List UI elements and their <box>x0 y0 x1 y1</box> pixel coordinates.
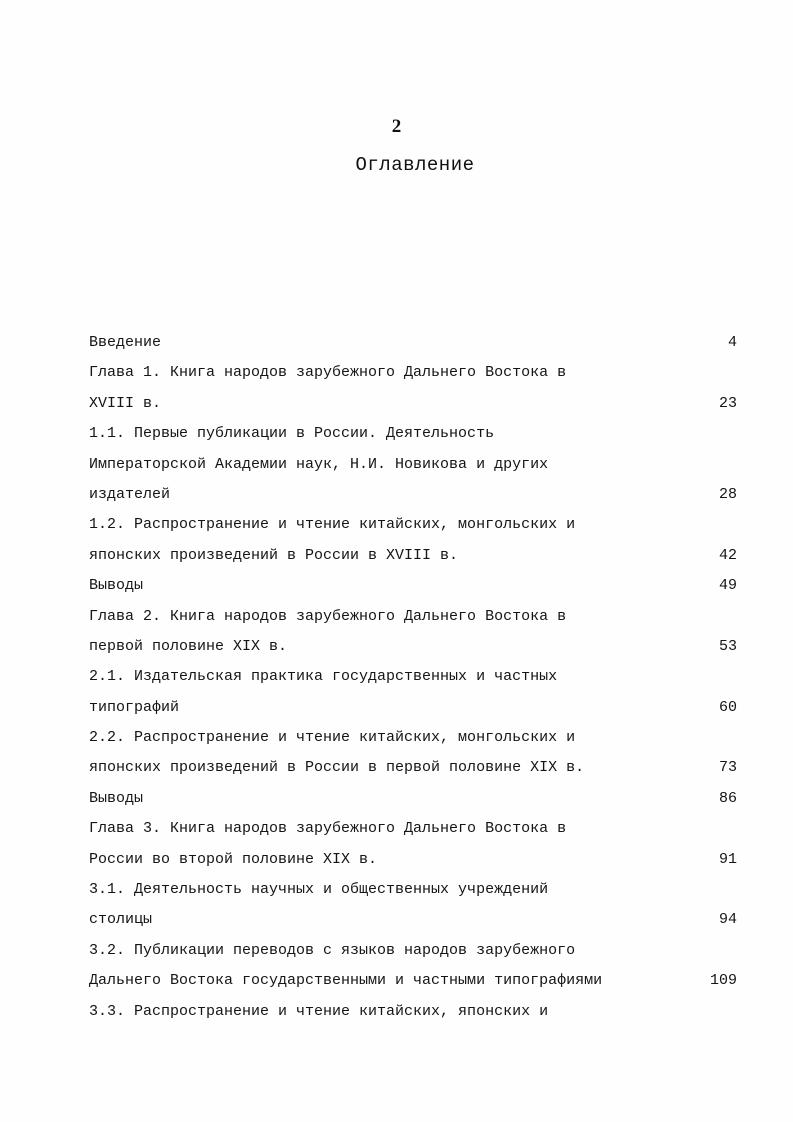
toc-entry-text: Выводы <box>89 789 144 807</box>
toc-entry <box>89 905 749 935</box>
toc-entry <box>89 845 749 875</box>
toc-entry <box>89 480 749 510</box>
toc-title: Оглавление <box>355 154 475 176</box>
toc-entry-text: Императорской Академии наук, Н.И. Новикова и других <box>89 455 549 473</box>
toc-entry-text: издателей <box>89 485 171 503</box>
toc-entry-text: Глава 3. Книга народов зарубежного Дальнего Востока в <box>89 820 567 838</box>
toc-entry <box>89 753 749 783</box>
toc-entry <box>89 510 749 540</box>
toc-entry-page: 109 <box>709 972 737 990</box>
toc-entry <box>89 419 749 449</box>
toc-entry-text: 3.1. Деятельность научных и общественных учреждений <box>89 881 549 899</box>
toc-entry-page: 86 <box>718 789 737 807</box>
toc-entry-page: 42 <box>718 546 737 564</box>
toc-entry <box>89 936 749 966</box>
toc-entry-text: типографий <box>89 698 180 716</box>
toc-entry-text: японских произведений в России в XVIII в. <box>89 546 459 564</box>
toc-entry <box>89 602 749 632</box>
toc-entry <box>89 966 749 996</box>
toc-entry <box>89 389 749 419</box>
toc-entry-page: 28 <box>718 485 737 503</box>
toc-entry-text: 1.1. Первые публикации в России. Деятельность <box>89 425 495 443</box>
toc-entry-page: 53 <box>718 637 737 655</box>
toc-entry-page: 23 <box>718 394 737 412</box>
table-of-contents <box>89 328 749 1027</box>
toc-entry-page: 73 <box>718 759 737 777</box>
toc-entry <box>89 693 749 723</box>
toc-entry-text: Введение <box>89 334 162 351</box>
toc-entry-text: Глава 2. Книга народов зарубежного Дальнего Востока в <box>89 607 567 625</box>
toc-entry <box>89 632 749 662</box>
toc-entry <box>89 571 749 601</box>
toc-entry <box>89 541 749 571</box>
toc-entry-page: 4 <box>727 334 737 351</box>
toc-entry-page: 94 <box>718 911 737 929</box>
toc-entry <box>89 875 749 905</box>
toc-entry-page: 60 <box>718 698 737 716</box>
page-number: 2 <box>391 116 402 137</box>
toc-entry <box>89 450 749 480</box>
toc-entry-text: первой половине XIX в. <box>89 637 288 655</box>
toc-entry-text: Дальнего Востока государственными и частными типографиями <box>89 972 603 990</box>
toc-entry-text: 2.1. Издательская практика государственных и частных <box>89 668 558 686</box>
toc-entry-text: Выводы <box>89 577 144 595</box>
toc-entry-text: Глава 1. Книга народов зарубежного Дальнего Востока в <box>89 364 567 382</box>
toc-entry-page: 91 <box>718 850 737 868</box>
toc-entry-page: 49 <box>718 577 737 595</box>
toc-entry-text: столицы <box>89 911 153 929</box>
toc-entry-text: 3.2. Публикации переводов с языков народов зарубежного <box>89 941 576 959</box>
toc-entry-text: 3.3. Распространение и чтение китайских, японских и <box>89 1002 549 1020</box>
toc-entry <box>89 358 749 388</box>
toc-entry-text: 1.2. Распространение и чтение китайских, монгольских и <box>89 516 576 534</box>
toc-entry-text: России во второй половине XIX в. <box>89 850 378 868</box>
toc-entry-text: 2.2. Распространение и чтение китайских, монгольских и <box>89 729 576 747</box>
toc-entry <box>89 997 749 1027</box>
toc-entry <box>89 784 749 814</box>
toc-entry <box>89 814 749 844</box>
toc-entry <box>89 328 749 358</box>
toc-entry-text: японских произведений в России в первой половине XIX в. <box>89 759 585 777</box>
toc-entry <box>89 723 749 753</box>
toc-entry-text: XVIII в. <box>89 394 162 412</box>
toc-entry <box>89 662 749 692</box>
